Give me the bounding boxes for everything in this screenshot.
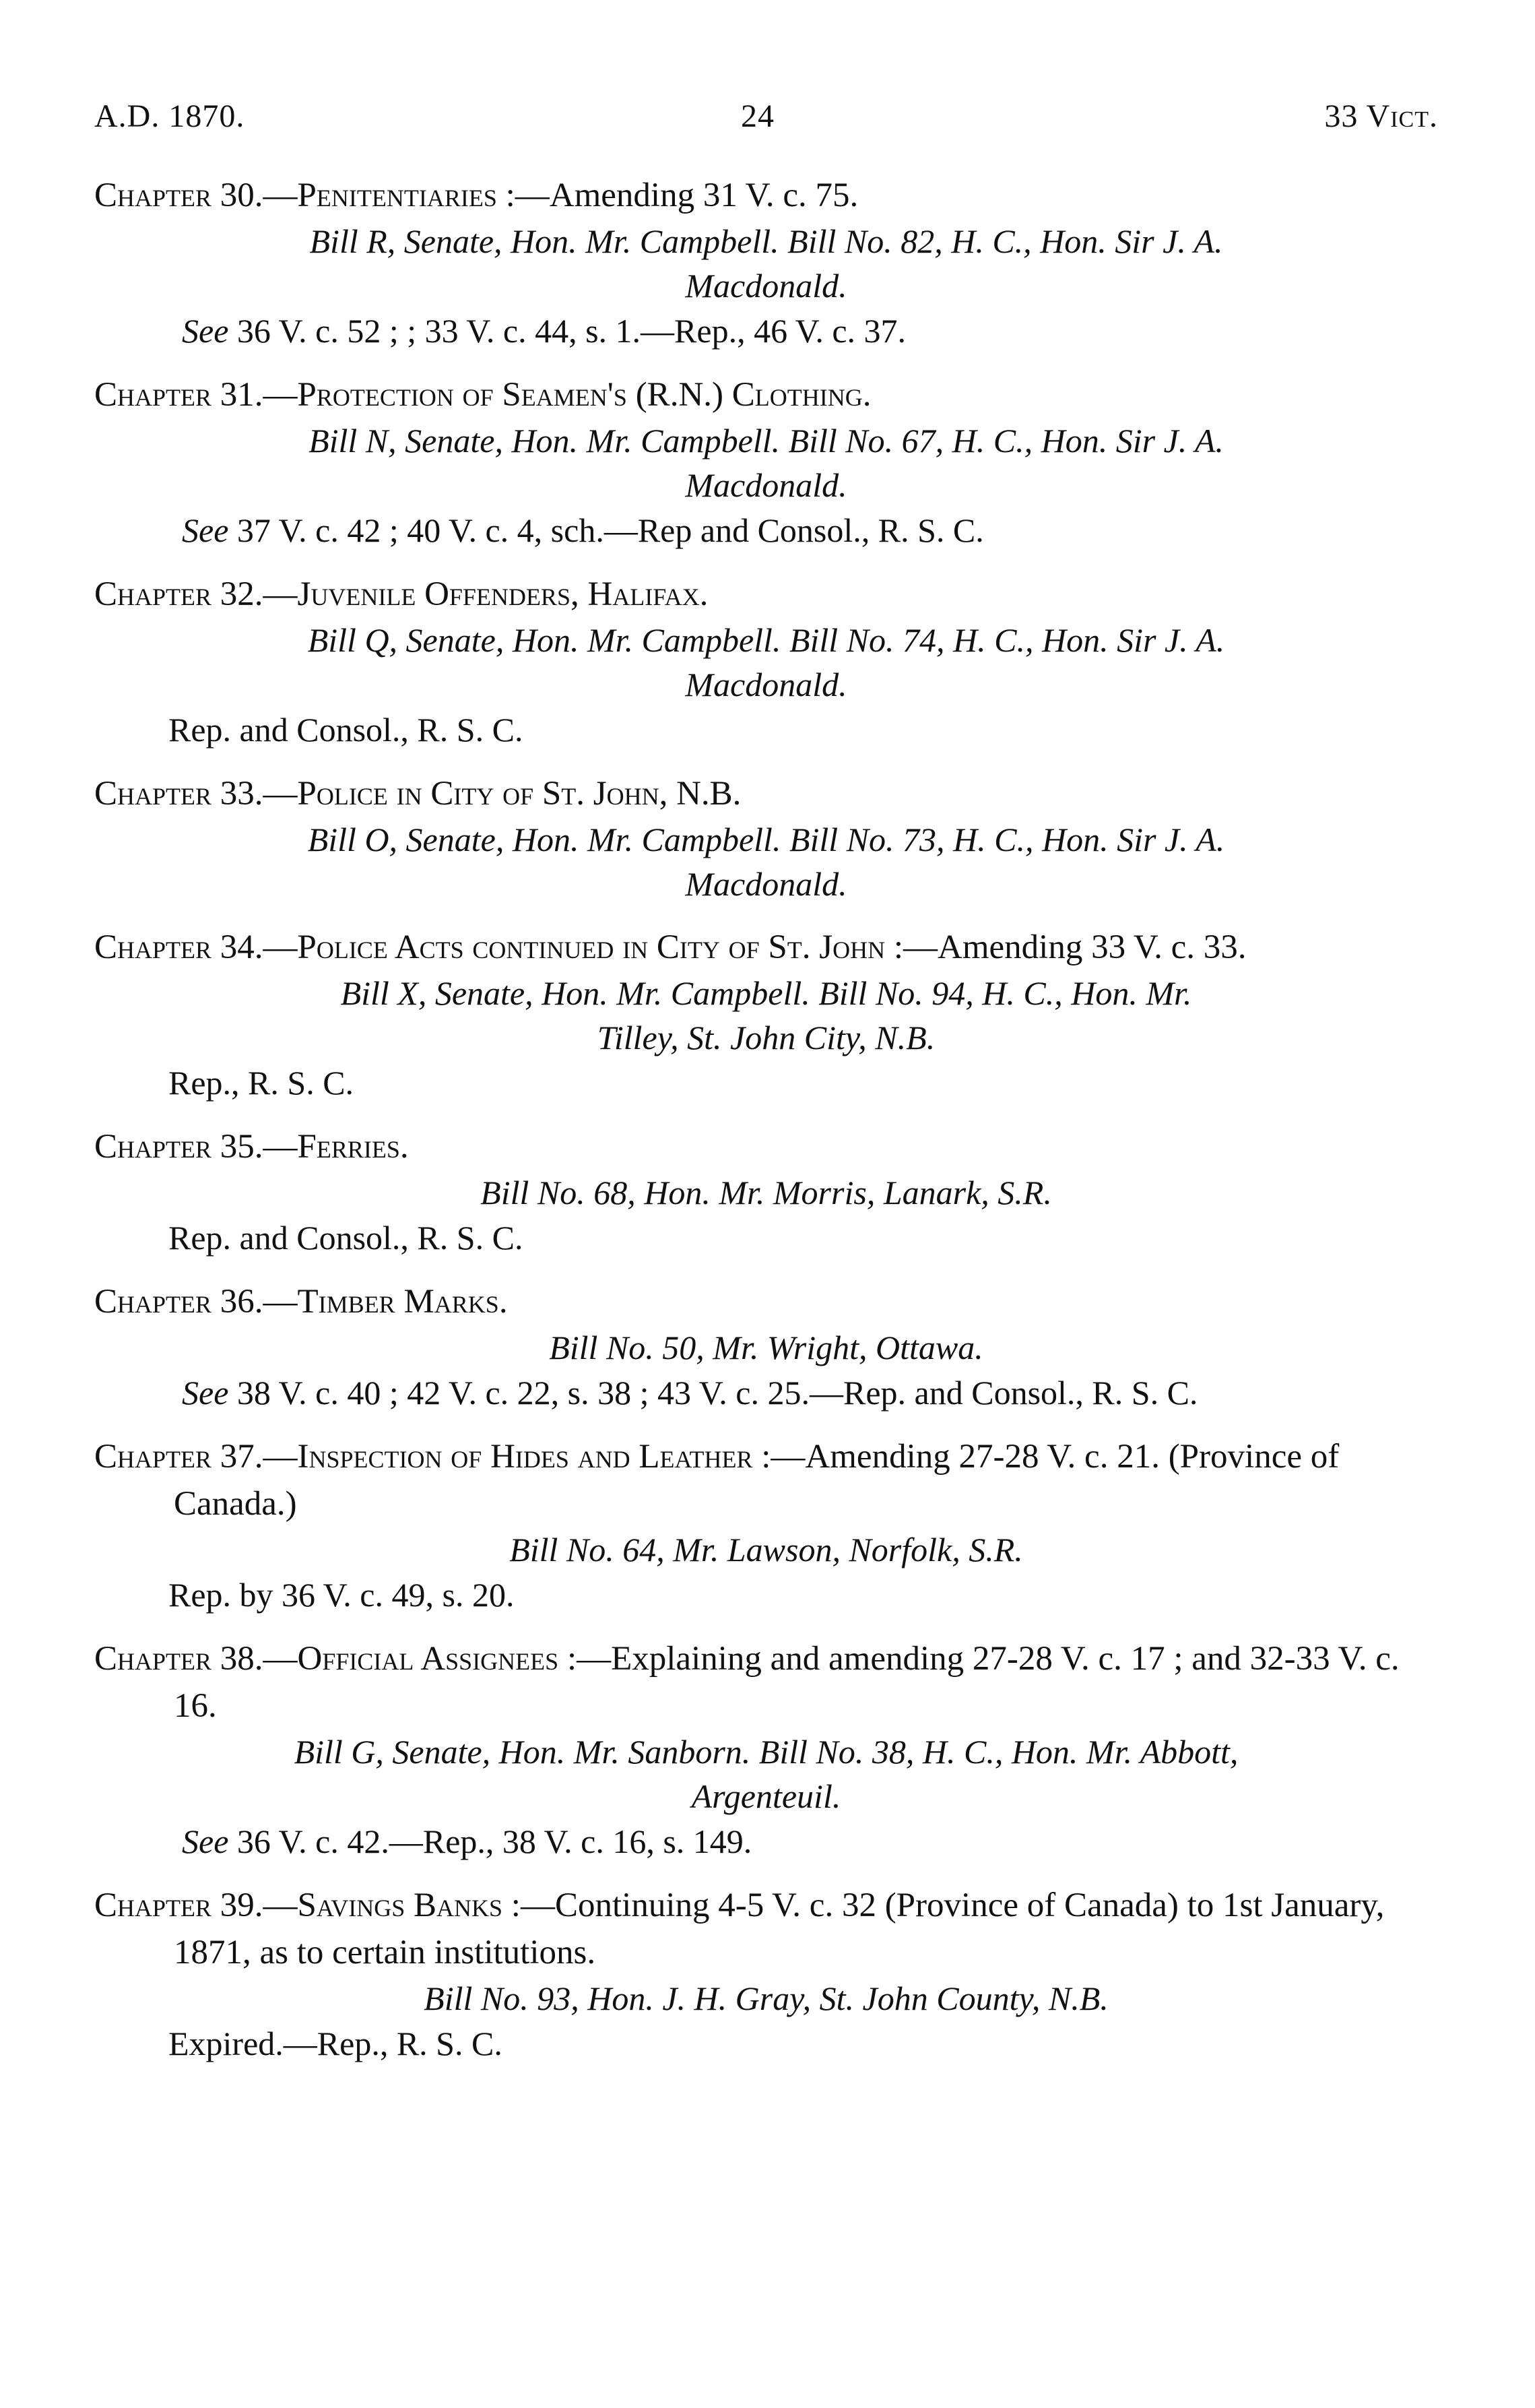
bill-line-continued: Macdonald. bbox=[685, 466, 847, 504]
see-reference: See bbox=[182, 1374, 229, 1412]
chapter-35 bbox=[94, 1123, 1438, 1261]
note-text: Rep. by 36 V. c. 49, s. 20. bbox=[168, 1576, 515, 1614]
chapter-topic: —Official Assignees bbox=[263, 1640, 559, 1678]
chapter-note bbox=[94, 507, 1438, 553]
bill-line-continued: Tilley, St. John City, N.B. bbox=[597, 1019, 936, 1056]
chapter-heading bbox=[94, 770, 1438, 817]
chapter-heading bbox=[94, 1882, 1438, 1976]
chapter-label: Chapter 37. bbox=[94, 1438, 263, 1476]
chapter-label: Chapter 38. bbox=[94, 1640, 263, 1678]
bill-info bbox=[94, 418, 1438, 507]
chapter-36 bbox=[94, 1278, 1438, 1416]
bill-info bbox=[94, 219, 1438, 308]
bill-line: Bill X, Senate, Hon. Mr. Campbell. Bill No. 94, H. C., Hon. Mr. bbox=[340, 974, 1192, 1012]
note-text: 38 V. c. 40 ; 42 V. c. 22, s. 38 ; 43 V. c. 25.—Rep. and Consol., R. S. C. bbox=[228, 1374, 1198, 1412]
bill-line: Bill No. 68, Hon. Mr. Morris, Lanark, S.R. bbox=[480, 1174, 1052, 1211]
chapter-topic: —Police in City of St. John, N.B. bbox=[263, 775, 742, 813]
chapter-note bbox=[94, 308, 1438, 354]
chapter-note bbox=[94, 2021, 1438, 2066]
bill-line: Bill R, Senate, Hon. Mr. Campbell. Bill No. 82, H. C., Hon. Sir J. A. bbox=[309, 222, 1223, 260]
bill-line-continued: Argenteuil. bbox=[691, 1777, 841, 1815]
note-text: Rep. and Consol., R. S. C. bbox=[168, 1219, 523, 1257]
bill-line: Bill Q, Senate, Hon. Mr. Campbell. Bill No. 74, H. C., Hon. Sir J. A. bbox=[307, 621, 1225, 659]
note-text: 37 V. c. 42 ; 40 V. c. 4, sch.—Rep and Consol., R. S. C. bbox=[228, 511, 984, 549]
running-header bbox=[94, 98, 1438, 145]
bill-info bbox=[94, 1976, 1438, 2021]
bill-info bbox=[94, 618, 1438, 707]
note-text: Rep. and Consol., R. S. C. bbox=[168, 711, 523, 749]
chapter-note bbox=[94, 1818, 1438, 1864]
chapter-heading bbox=[94, 371, 1438, 418]
chapter-topic: —Ferries. bbox=[263, 1128, 409, 1166]
chapter-heading bbox=[94, 1123, 1438, 1170]
chapter-34 bbox=[94, 924, 1438, 1106]
chapter-detail: :—Amending 33 V. c. 33. bbox=[885, 928, 1247, 966]
chapter-list bbox=[94, 172, 1438, 2084]
page-number: 24 bbox=[741, 98, 775, 134]
chapter-33 bbox=[94, 770, 1438, 906]
note-text: 36 V. c. 42.—Rep., 38 V. c. 16, s. 149. bbox=[228, 1823, 752, 1860]
chapter-label: Chapter 31. bbox=[94, 376, 263, 414]
chapter-heading bbox=[94, 1433, 1438, 1527]
bill-line: Bill No. 64, Mr. Lawson, Norfolk, S.R. bbox=[509, 1531, 1023, 1569]
chapter-detail: :—Explaining and amending 27-28 V. c. 17 ; and 32-33 V. c. 16. bbox=[174, 1640, 1400, 1725]
see-reference: See bbox=[182, 511, 229, 549]
chapter-detail: :—Amending 27-28 V. c. 21. (Province of Canada.) bbox=[174, 1438, 1340, 1523]
bill-line: Bill No. 93, Hon. J. H. Gray, St. John County, N.B. bbox=[424, 1979, 1109, 2017]
chapter-topic: —Protection of Seamen's (R.N.) Clothing. bbox=[263, 376, 872, 414]
chapter-note bbox=[94, 707, 1438, 753]
chapter-topic: —Police Acts continued in City of St. John bbox=[263, 928, 886, 966]
bill-line: Bill O, Senate, Hon. Mr. Campbell. Bill No. 73, H. C., Hon. Sir J. A. bbox=[307, 821, 1225, 858]
chapter-label: Chapter 33. bbox=[94, 775, 263, 813]
bill-info bbox=[94, 1325, 1438, 1370]
chapter-heading bbox=[94, 1278, 1438, 1325]
chapter-37 bbox=[94, 1433, 1438, 1618]
bill-line: Bill N, Senate, Hon. Mr. Campbell. Bill No. 67, H. C., Hon. Sir J. A. bbox=[308, 422, 1224, 460]
chapter-topic: —Savings Banks bbox=[263, 1887, 503, 1924]
bill-info bbox=[94, 1170, 1438, 1215]
chapter-label: Chapter 35. bbox=[94, 1128, 263, 1166]
bill-line: Bill G, Senate, Hon. Mr. Sanborn. Bill No. 38, H. C., Hon. Mr. Abbott, bbox=[294, 1733, 1239, 1771]
bill-line-continued: Macdonald. bbox=[685, 865, 847, 903]
chapter-32 bbox=[94, 571, 1438, 753]
note-text: 36 V. c. 52 ; ; 33 V. c. 44, s. 1.—Rep., 46 V. c. 37. bbox=[228, 312, 907, 350]
chapter-detail: :—Continuing 4-5 V. c. 32 (Province of Canada) to 1st January, 1871, as to certain institutions. bbox=[174, 1887, 1385, 1971]
chapter-31 bbox=[94, 371, 1438, 553]
bill-info bbox=[94, 971, 1438, 1060]
chapter-label: Chapter 34. bbox=[94, 928, 263, 966]
chapter-note bbox=[94, 1060, 1438, 1106]
chapter-label: Chapter 39. bbox=[94, 1887, 263, 1924]
chapter-heading bbox=[94, 1635, 1438, 1730]
chapter-detail: :—Amending 31 V. c. 75. bbox=[496, 177, 859, 214]
chapter-heading bbox=[94, 172, 1438, 219]
chapter-topic: —Inspection of Hides and Leather bbox=[263, 1438, 753, 1476]
chapter-39 bbox=[94, 1882, 1438, 2066]
note-text: Rep., R. S. C. bbox=[168, 1064, 354, 1102]
bill-line: Bill No. 50, Mr. Wright, Ottawa. bbox=[549, 1329, 983, 1366]
chapter-note bbox=[94, 1215, 1438, 1261]
chapter-note bbox=[94, 1370, 1438, 1416]
see-reference: See bbox=[182, 312, 229, 350]
bill-info bbox=[94, 1730, 1438, 1818]
chapter-heading bbox=[94, 924, 1438, 971]
bill-info bbox=[94, 817, 1438, 906]
header-year: A.D. 1870. bbox=[94, 98, 245, 134]
chapter-topic: —Juvenile Offenders, Halifax. bbox=[263, 575, 709, 613]
header-regnal-year: 33 Vict. bbox=[1324, 98, 1438, 134]
see-reference: See bbox=[182, 1823, 229, 1860]
chapter-30 bbox=[94, 172, 1438, 354]
chapter-topic: —Penitentiaries bbox=[263, 177, 497, 214]
note-text: Expired.—Rep., R. S. C. bbox=[168, 2025, 502, 2062]
bill-line-continued: Macdonald. bbox=[685, 666, 847, 703]
chapter-topic: —Timber Marks. bbox=[263, 1283, 508, 1321]
bill-info bbox=[94, 1527, 1438, 1572]
chapter-label: Chapter 30. bbox=[94, 177, 263, 214]
chapter-heading bbox=[94, 571, 1438, 618]
chapter-note bbox=[94, 1572, 1438, 1618]
chapter-label: Chapter 32. bbox=[94, 575, 263, 613]
chapter-label: Chapter 36. bbox=[94, 1283, 263, 1321]
bill-line-continued: Macdonald. bbox=[685, 267, 847, 305]
chapter-38 bbox=[94, 1635, 1438, 1864]
